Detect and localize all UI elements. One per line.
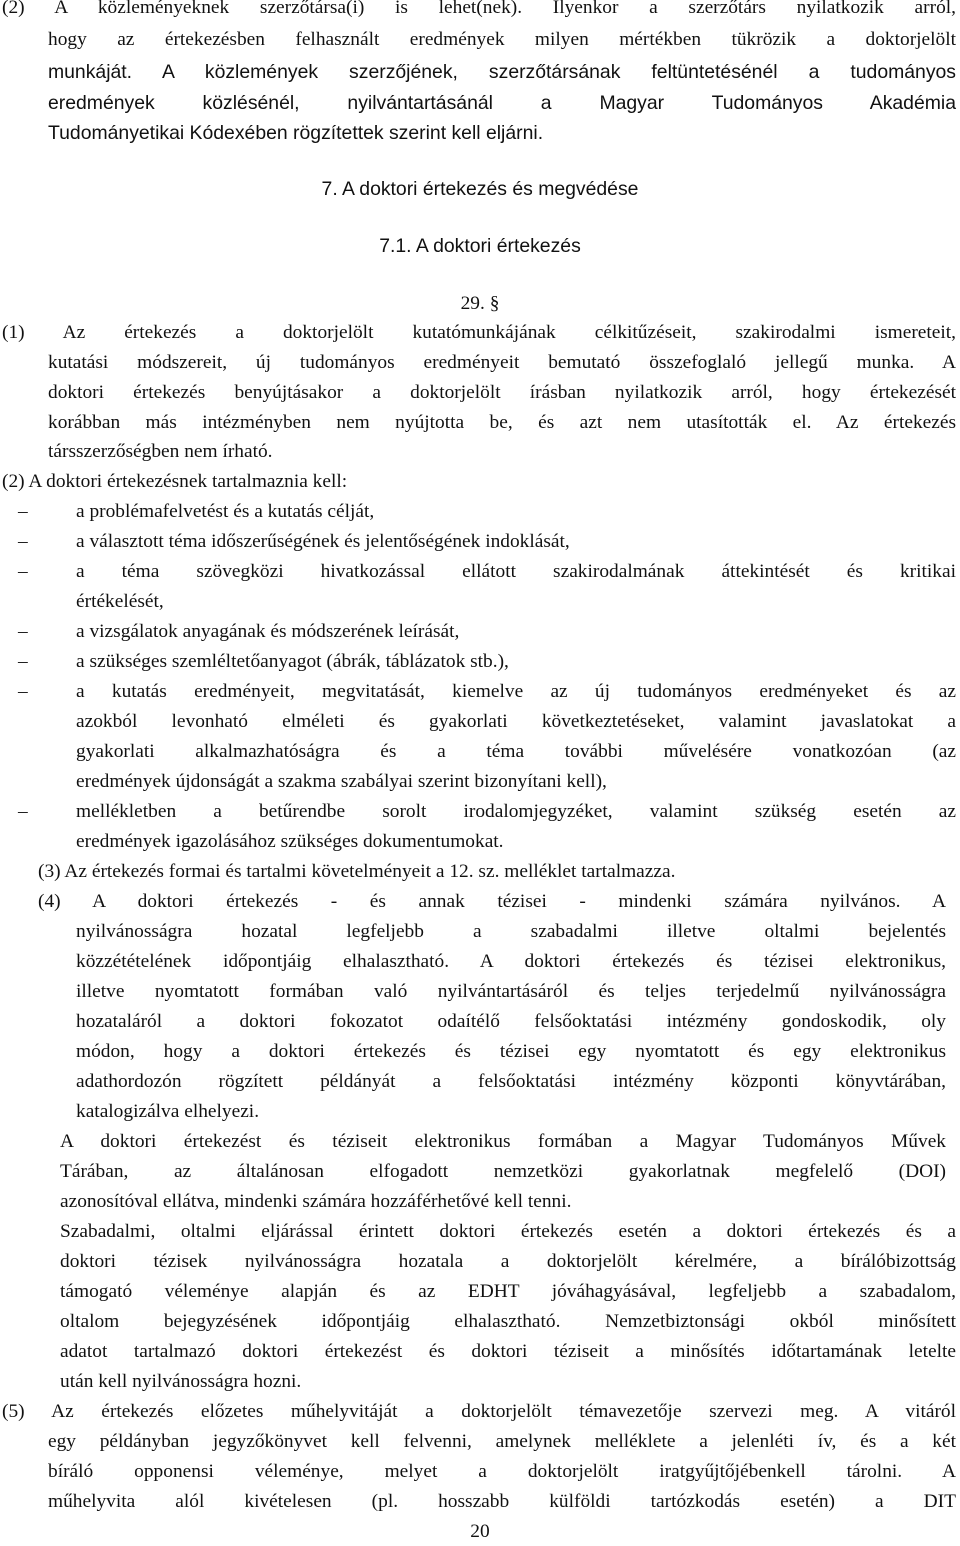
text-line: azokból levonható elméleti és gyakorlati következtetéseket, valamint javaslatokat a <box>76 711 956 732</box>
text-line: (5) Az értekezés előzetes műhelyvitáját a doktorjelölt témavezetője szervezi meg. A vitáról <box>2 1401 956 1422</box>
text-line: adatot tartalmazó doktori értekezést és doktori téziseit a minősítés időtartamának letelte <box>60 1341 956 1362</box>
text-line: után kell nyilvánosságra hozni. <box>60 1371 302 1392</box>
text-line: doktori tézisek nyilvánosságra hozatala a doktorjelölt kérelmére, a bírálóbizottság <box>60 1251 956 1272</box>
text-line: nyilvánosságra hozatal legfeljebb a szabadalmi illetve oltalmi bejelentés <box>76 921 946 942</box>
list-item-text: a problémafelvetést és a kutatás célját, <box>76 501 375 522</box>
text-line: Tárában, az általánosan elfogadott nemzetközi gyakorlatnak megfelelő (DOI) <box>60 1161 946 1182</box>
text-line: közzétételének időpontjáig elhalasztható. A doktori értekezés és tézisei elektronikus, <box>76 951 946 972</box>
text-line: egy példányban jegyzőkönyvet kell felvenni, amelynek melléklete a jelenléti ív, és a két <box>48 1431 956 1452</box>
text-line: értékelését, <box>76 591 164 612</box>
text-line: módon, hogy a doktori értekezés és tézisei egy nyomtatott és egy elektronikus <box>76 1041 946 1062</box>
list-item-text: a választott téma időszerűségének és jelentőségének indoklását, <box>76 531 570 552</box>
subsection-heading: 7.1. A doktori értekezés <box>379 235 581 257</box>
paragraph-number: 29. § <box>460 293 500 314</box>
dash-bullet: – <box>18 681 28 702</box>
text-line: illetve nyomtatott formában való nyilvántartásáról és teljes terjedelmű nyilvánosságra <box>76 981 946 1002</box>
list-item-text: a téma szövegközi hivatkozással ellátott szakirodalmának áttekintését és kritikai <box>76 561 956 582</box>
text-line: (2) A doktori értekezésnek tartalmaznia kell: <box>2 471 348 492</box>
text-line: eredmények közlésénél, nyilvántartásánál a Magyar Tudományos Akadémia <box>48 92 956 114</box>
text-line: gyakorlati alkalmazhatóságra és a téma további művelésére vonatkozóan (az <box>76 741 956 762</box>
text-line: hogy az értekezésben felhasznált eredmények milyen mértékben tükrözik a doktorjelölt <box>48 29 956 50</box>
dash-bullet: – <box>18 651 28 672</box>
dash-bullet: – <box>18 501 28 522</box>
text-line: hozataláról a doktori fokozatot odaítélő felsőoktatási intézmény gondoskodik, oly <box>76 1011 946 1032</box>
text-line: azonosítóval ellátva, mindenki számára hozzáférhetővé kell tenni. <box>60 1191 572 1212</box>
dash-bullet: – <box>18 561 28 582</box>
text-line: bíráló opponensi véleménye, melyet a doktorjelölt iratgyűjtőjébenkell tárolni. A <box>48 1461 956 1482</box>
text-line: A doktori értekezést és téziseit elektronikus formában a Magyar Tudományos Művek <box>60 1131 946 1152</box>
list-item-text: a vizsgálatok anyagának és módszerének leírását, <box>76 621 460 642</box>
text-line: társszerzőségben nem írható. <box>48 441 273 462</box>
text-line: (3) Az értekezés formai és tartalmi követelményeit a 12. sz. melléklet tartalmazza. <box>38 861 676 882</box>
section-heading: 7. A doktori értekezés és megvédése <box>321 178 639 200</box>
list-item-text: a kutatás eredményeit, megvitatását, kiemelve az új tudományos eredményeket és az <box>76 681 956 702</box>
text-line: Tudományetikai Kódexében rögzítettek szerint kell eljárni. <box>48 122 544 144</box>
text-line: (4) A doktori értekezés - és annak tézisei - mindenki számára nyilvános. A <box>38 891 946 912</box>
text-line: eredmények újdonságát a szakma szabályai szerint bizonyítani kell), <box>76 771 607 792</box>
text-line: kutatási módszereit, új tudományos eredményeit bemutató összefoglaló jellegű munka. A <box>48 352 956 373</box>
list-item-text: mellékletben a betűrendbe sorolt irodalomjegyzéket, valamint szükség esetén az <box>76 801 956 822</box>
text-line: műhelyvita alól kivételesen (pl. hosszabb külföldi tartózkodás esetén) a DIT <box>48 1491 956 1512</box>
text-line: Szabadalmi, oltalmi eljárással érintett doktori értekezés esetén a doktori értekezés és a <box>60 1221 956 1242</box>
page-number: 20 <box>470 1521 490 1542</box>
text-line: korábban más intézményben nem nyújtotta be, és azt nem utasították el. Az értekezés <box>48 412 956 433</box>
text-line: oltalom bejegyzésének időpontjáig elhalasztható. Nemzetbiztonsági okból minősített <box>60 1311 956 1332</box>
text-line: adathordozón rögzített példányát a felsőoktatási intézmény központi könyvtárában, <box>76 1071 946 1092</box>
dash-bullet: – <box>18 801 28 822</box>
text-line: eredmények igazolásához szükséges dokumentumokat. <box>76 831 504 852</box>
text-line: katalogizálva elhelyezi. <box>76 1101 260 1122</box>
list-item-text: a szükséges szemléltetőanyagot (ábrák, táblázatok stb.), <box>76 651 509 672</box>
dash-bullet: – <box>18 621 28 642</box>
text-line: (2) A közleményeknek szerzőtársa(i) is lehet(nek). Ilyenkor a szerzőtárs nyilatkozik arról, <box>2 0 956 18</box>
text-line: munkáját. A közlemények szerzőjének, szerzőtársának feltüntetésénél a tudományos <box>48 61 956 83</box>
dash-bullet: – <box>18 531 28 552</box>
text-line: doktori értekezés benyújtásakor a doktorjelölt írásban nyilatkozik arról, hogy értekezését <box>48 382 956 403</box>
text-line: támogató véleménye alapján és az EDHT jóváhagyásával, legfeljebb a szabadalom, <box>60 1281 956 1302</box>
text-line: (1) Az értekezés a doktorjelölt kutatómunkájának célkitűzéseit, szakirodalmi ismereteit, <box>2 322 956 343</box>
